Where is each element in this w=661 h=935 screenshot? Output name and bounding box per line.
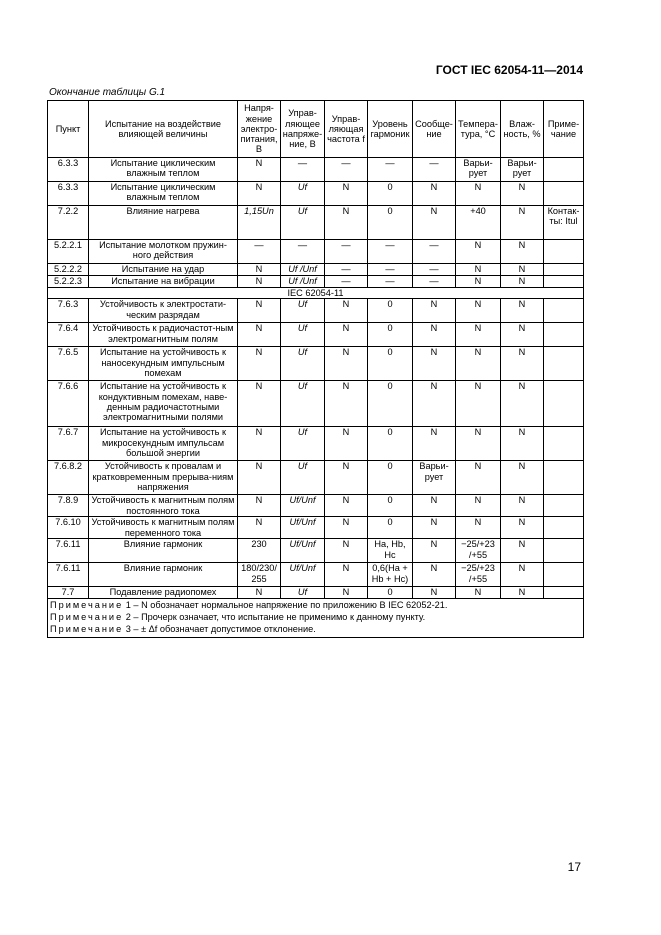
table-cell: —	[413, 158, 456, 182]
table-cell: Испытание молотком пружин-ного действия	[89, 240, 238, 264]
table-cell: N	[413, 323, 456, 347]
column-header: Напря-жение электро-питания, В	[238, 101, 281, 158]
table-cell: Устойчивость к провалам и кратковременным прерыва-ниям напряжения	[89, 461, 238, 495]
table-cell: N	[325, 347, 368, 381]
table-row	[48, 206, 584, 240]
table-cell: N	[456, 240, 501, 264]
table-cell: 6.3.3	[48, 182, 89, 206]
table-cell: Испытание на удар	[89, 264, 238, 276]
table-cell: N	[238, 264, 281, 276]
table-cell: Uf/Unf	[281, 563, 325, 587]
column-header: Темпера-тура, °С	[456, 101, 501, 158]
table-cell: —	[413, 276, 456, 288]
table-cell: 7.6.7	[48, 427, 89, 461]
table-cell: N	[238, 158, 281, 182]
table-cell	[544, 563, 584, 587]
table-cell: N	[456, 182, 501, 206]
table-cell: 0	[368, 427, 413, 461]
table-cell: 5.2.2.2	[48, 264, 89, 276]
table-cell	[544, 240, 584, 264]
table-row	[48, 264, 584, 276]
table-cell: Испытание циклическим влажным теплом	[89, 158, 238, 182]
table-cell: N	[456, 347, 501, 381]
table-cell: 0	[368, 517, 413, 539]
table-cell: N	[413, 299, 456, 323]
column-header: Испытание на воздействие влияющей величины	[89, 101, 238, 158]
page-number: 17	[567, 860, 581, 874]
table-cell: 0	[368, 495, 413, 517]
table-cell: Uf	[281, 587, 325, 599]
table-cell: N	[238, 182, 281, 206]
table-cell	[544, 495, 584, 517]
table-cell: —	[325, 158, 368, 182]
table-cell: Устойчивость к электростати-ческим разрядам	[89, 299, 238, 323]
table-cell: N	[501, 495, 544, 517]
table-cell: Uf /Unf	[281, 264, 325, 276]
table-cell: 0,6(Ha + Hb + Hc)	[368, 563, 413, 587]
table-cell: N	[501, 264, 544, 276]
column-header: Приме-чание	[544, 101, 584, 158]
table-cell: 0	[368, 381, 413, 427]
table-cell: N	[413, 182, 456, 206]
table-cell: N	[501, 563, 544, 587]
table-row	[48, 158, 584, 182]
table-cell: N	[501, 347, 544, 381]
table-cell: 6.3.3	[48, 158, 89, 182]
table-cell: 5.2.2.3	[48, 276, 89, 288]
table-cell: −25/+23 /+55	[456, 539, 501, 563]
note-text: 1 – N обозначает нормальное напряжение по приложению В IEC 62052-21.	[123, 600, 448, 611]
table-cell: —	[413, 240, 456, 264]
table-cell: N	[238, 495, 281, 517]
table-cell: N	[238, 323, 281, 347]
table-cell: N	[325, 381, 368, 427]
table-cell: —	[368, 264, 413, 276]
column-header: Управ-ляющая частота f	[325, 101, 368, 158]
table-cell: N	[413, 539, 456, 563]
column-header: Пункт	[48, 101, 89, 158]
table-cell	[544, 381, 584, 427]
table-cell: N	[413, 587, 456, 599]
table-cell	[544, 587, 584, 599]
table-cell: N	[238, 299, 281, 323]
table-row	[48, 517, 584, 539]
table-cell: Варьи-рует	[413, 461, 456, 495]
table-cell: —	[368, 158, 413, 182]
table-cell: Испытание на вибрации	[89, 276, 238, 288]
note-label: Примечание	[50, 600, 124, 611]
table-cell: N	[501, 206, 544, 240]
table-cell: N	[501, 587, 544, 599]
table-cell: N	[456, 587, 501, 599]
table-cell: Варьи-рует	[501, 158, 544, 182]
table-row	[48, 495, 584, 517]
table-cell: Uf /Unf	[281, 276, 325, 288]
notes-row	[48, 599, 584, 638]
table-cell: Uf	[281, 323, 325, 347]
table-cell: N	[501, 240, 544, 264]
column-header: Уровень гармоник	[368, 101, 413, 158]
table-cell: N	[501, 539, 544, 563]
column-header: Управ-ляющее напряже-ние, В	[281, 101, 325, 158]
table-cell: Uf	[281, 427, 325, 461]
table-cell: Испытание на устойчивость к микросекундным импульсам большой энергии	[89, 427, 238, 461]
table-cell: 5.2.2.1	[48, 240, 89, 264]
table-cell: N	[325, 427, 368, 461]
table-cell: 7.6.11	[48, 563, 89, 587]
table-cell: Испытание циклическим влажным теплом	[89, 182, 238, 206]
table-cell: 7.6.6	[48, 381, 89, 427]
note-line	[50, 624, 581, 636]
table-cell: N	[325, 323, 368, 347]
table-cell: N	[501, 182, 544, 206]
table-cell: N	[325, 539, 368, 563]
table-cell: Uf	[281, 381, 325, 427]
table-cell: 0	[368, 299, 413, 323]
table-cell: 7.6.3	[48, 299, 89, 323]
table-cell: Влияние гармоник	[89, 539, 238, 563]
table-cell: 7.2.2	[48, 206, 89, 240]
standard-header: ГОСТ IEC 62054-11—2014	[435, 63, 583, 77]
table-cell: N	[456, 323, 501, 347]
note-label: Примечание	[50, 612, 124, 623]
table-cell: Uf	[281, 461, 325, 495]
table-cell: Устойчивость к магнитным полям постоянного тока	[89, 495, 238, 517]
table-row	[48, 587, 584, 599]
note-text: 2 – Прочерк означает, что испытание не применимо к данному пункту.	[123, 612, 426, 623]
table-cell: —	[325, 264, 368, 276]
table-cell: 7.8.9	[48, 495, 89, 517]
table-cell: 0	[368, 206, 413, 240]
table-row	[48, 323, 584, 347]
table-cell: N	[413, 495, 456, 517]
table-cell: Uf	[281, 206, 325, 240]
table-row	[48, 427, 584, 461]
table-cell: N	[325, 563, 368, 587]
table-caption: Окончание таблицы G.1	[49, 87, 166, 98]
table-cell: N	[456, 517, 501, 539]
table-cell: 180/230/ 255	[238, 563, 281, 587]
table-cell: N	[413, 563, 456, 587]
table-cell	[544, 347, 584, 381]
table-cell: Подавление радиопомех	[89, 587, 238, 599]
table-cell: 7.6.11	[48, 539, 89, 563]
table-row	[48, 539, 584, 563]
table-cell: N	[238, 347, 281, 381]
table-cell: Влияние гармоник	[89, 563, 238, 587]
table-cell: Uf/Unf	[281, 539, 325, 563]
table-cell: N	[413, 381, 456, 427]
table-cell: Устойчивость к магнитным полям переменного тока	[89, 517, 238, 539]
table-cell	[544, 299, 584, 323]
table-cell: N	[325, 461, 368, 495]
table-cell	[544, 264, 584, 276]
table-header-row	[48, 101, 584, 158]
table-cell: Uf	[281, 182, 325, 206]
table-cell: N	[413, 206, 456, 240]
table-cell: N	[238, 587, 281, 599]
table-cell: N	[238, 381, 281, 427]
notes-cell	[48, 599, 584, 638]
table-cell	[544, 182, 584, 206]
table-cell: N	[325, 495, 368, 517]
table-cell: N	[456, 264, 501, 276]
table-cell: 7.6.5	[48, 347, 89, 381]
table-cell: —	[281, 240, 325, 264]
table-cell: 230	[238, 539, 281, 563]
table-cell: —	[325, 240, 368, 264]
table-cell	[544, 276, 584, 288]
table-cell: Устойчивость к радиочастот-ным электромагнитным полям	[89, 323, 238, 347]
table-cell: N	[238, 427, 281, 461]
table-cell: 0	[368, 461, 413, 495]
table-cell: Варьи-рует	[456, 158, 501, 182]
table-cell: N	[325, 299, 368, 323]
table-cell: N	[325, 182, 368, 206]
table-cell: Uf/Unf	[281, 495, 325, 517]
table-cell: N	[501, 517, 544, 539]
table-cell	[544, 323, 584, 347]
table-cell: Влияние нагрева	[89, 206, 238, 240]
table-cell: N	[501, 299, 544, 323]
test-table	[47, 100, 584, 638]
table-row	[48, 276, 584, 288]
table-cell: —	[281, 158, 325, 182]
table-cell: Испытание на устойчивость к кондуктивным помехам, наве-денным радиочастотными электромагнитными полями	[89, 381, 238, 427]
table-cell: —	[413, 264, 456, 276]
table-cell: 7.6.8.2	[48, 461, 89, 495]
table-cell: N	[238, 517, 281, 539]
table-cell: 1,15Un	[238, 206, 281, 240]
table-cell: N	[413, 517, 456, 539]
table-cell	[544, 427, 584, 461]
table-cell: Uf	[281, 299, 325, 323]
table-cell: 0	[368, 323, 413, 347]
table-cell: +40	[456, 206, 501, 240]
section-row	[48, 288, 584, 299]
table-cell: N	[501, 461, 544, 495]
table-cell: N	[413, 427, 456, 461]
table-cell: N	[325, 206, 368, 240]
table-cell: Испытание на устойчивость к наносекундным импульсным помехам	[89, 347, 238, 381]
table-cell: Ha, Hb, Hc	[368, 539, 413, 563]
table-cell: N	[501, 323, 544, 347]
table-cell: 0	[368, 182, 413, 206]
table-cell: N	[501, 427, 544, 461]
column-header: Влаж-ность, %	[501, 101, 544, 158]
table-cell: N	[456, 461, 501, 495]
table-cell: N	[238, 276, 281, 288]
table-cell: N	[501, 381, 544, 427]
table-cell: N	[456, 495, 501, 517]
table-cell: N	[456, 299, 501, 323]
table-row	[48, 240, 584, 264]
table-cell: —	[368, 276, 413, 288]
table-cell: N	[325, 517, 368, 539]
table-row	[48, 381, 584, 427]
table-cell: 7.6.10	[48, 517, 89, 539]
column-header: Сообще-ние	[413, 101, 456, 158]
table-cell: 0	[368, 587, 413, 599]
note-line	[50, 612, 581, 624]
table-row	[48, 347, 584, 381]
table-cell	[544, 517, 584, 539]
table-cell: Uf	[281, 347, 325, 381]
table-row	[48, 182, 584, 206]
table-cell: N	[456, 381, 501, 427]
table-cell	[544, 158, 584, 182]
table-cell	[544, 539, 584, 563]
table-cell: —	[325, 276, 368, 288]
table-cell: 0	[368, 347, 413, 381]
note-label: Примечание	[50, 624, 124, 635]
table-cell: Uf/Unf	[281, 517, 325, 539]
section-label: IEC 62054-11	[48, 288, 584, 299]
table-cell: N	[501, 276, 544, 288]
table-cell: N	[413, 347, 456, 381]
table-row	[48, 461, 584, 495]
table-row	[48, 563, 584, 587]
table-cell: N	[456, 276, 501, 288]
table-cell: 7.6.4	[48, 323, 89, 347]
table-cell: N	[456, 427, 501, 461]
table-cell: N	[238, 461, 281, 495]
table-cell: −25/+23 /+55	[456, 563, 501, 587]
note-line	[50, 600, 581, 612]
table-cell	[544, 461, 584, 495]
table-cell: Контак-ты: Itul	[544, 206, 584, 240]
table-cell: 7.7	[48, 587, 89, 599]
table-row	[48, 299, 584, 323]
note-text: 3 – ± Δf обозначает допустимое отклонение.	[123, 624, 316, 635]
table-cell: N	[325, 587, 368, 599]
table-cell: —	[368, 240, 413, 264]
table-cell: —	[238, 240, 281, 264]
